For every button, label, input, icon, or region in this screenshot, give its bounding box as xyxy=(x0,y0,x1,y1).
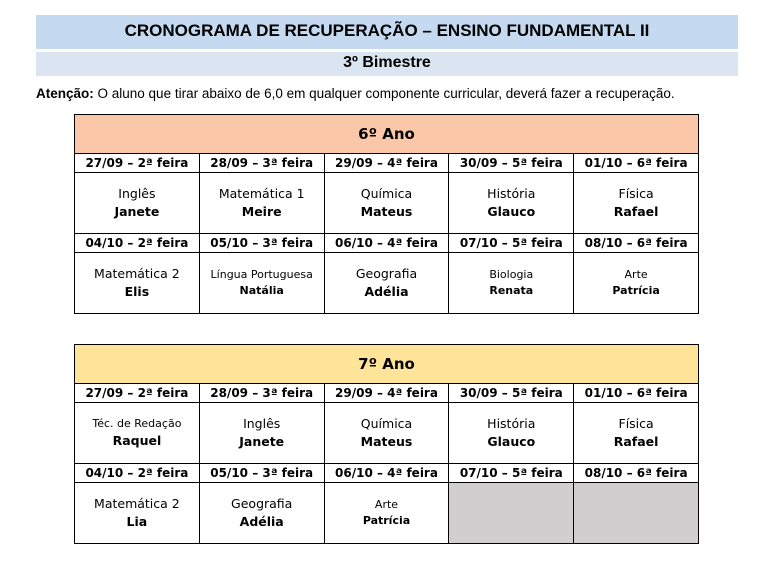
notice-text: O aluno que tirar abaixo de 6,0 em qualquer componente curricular, deverá fazer a recuperação. xyxy=(93,86,675,101)
subject: Física xyxy=(618,416,654,431)
subject: Biologia xyxy=(489,268,534,281)
date-cell: 30/09 – 5ª feira xyxy=(449,384,574,403)
date-cell: 07/10 – 5ª feira xyxy=(449,234,574,253)
subject: História xyxy=(487,416,536,431)
date-cell: 28/09 – 3ª feira xyxy=(199,384,324,403)
date-cell: 01/10 – 6ª feira xyxy=(574,154,699,173)
date-cell: 27/09 – 2ª feira xyxy=(75,154,200,173)
date-cell: 07/10 – 5ª feira xyxy=(449,464,574,483)
exam-cell xyxy=(449,173,574,234)
exam-cell xyxy=(75,173,200,234)
teacher: Lia xyxy=(126,514,148,529)
schedule-table-7 xyxy=(74,344,699,544)
page-title: CRONOGRAMA DE RECUPERAÇÃO – ENSINO FUNDAMENTAL II xyxy=(36,15,738,49)
empty-cell xyxy=(574,483,699,544)
subject: Arte xyxy=(624,268,648,281)
teacher: Janete xyxy=(239,434,285,449)
teacher: Patrícia xyxy=(612,284,660,297)
grade-6-title: 6º Ano xyxy=(75,115,699,154)
date-cell: 05/10 – 3ª feira xyxy=(199,464,324,483)
date-cell: 01/10 – 6ª feira xyxy=(574,384,699,403)
teacher: Patrícia xyxy=(362,514,411,527)
subject: Geografia xyxy=(355,266,418,281)
subject: Téc. de Redação xyxy=(92,417,182,430)
exam-cell xyxy=(75,253,200,314)
exam-cell xyxy=(449,403,574,464)
exam-cell xyxy=(199,253,324,314)
date-cell: 04/10 – 2ª feira xyxy=(75,234,200,253)
exam-cell xyxy=(324,403,449,464)
date-cell: 27/09 – 2ª feira xyxy=(75,384,200,403)
exam-cell xyxy=(75,403,200,464)
subject: Matemática 1 xyxy=(218,186,305,201)
teacher: Glauco xyxy=(487,434,536,449)
teacher: Elis xyxy=(124,284,150,299)
grade-7-title: 7º Ano xyxy=(75,345,699,384)
teacher: Rafael xyxy=(613,434,659,449)
subject: Química xyxy=(360,416,413,431)
subject: Língua Portuguesa xyxy=(210,268,313,281)
date-cell: 29/09 – 4ª feira xyxy=(324,384,449,403)
date-cell: 04/10 – 2ª feira xyxy=(75,464,200,483)
exam-cell xyxy=(324,173,449,234)
teacher: Rafael xyxy=(613,204,659,219)
teacher: Adélia xyxy=(239,514,284,529)
notice-label: Atenção: xyxy=(36,86,94,101)
subject: Geografia xyxy=(231,496,293,511)
teacher: Renata xyxy=(489,284,534,297)
teacher: Meire xyxy=(241,204,282,219)
exam-cell xyxy=(574,253,699,314)
exam-cell xyxy=(449,253,574,314)
date-cell: 06/10 – 4ª feira xyxy=(324,464,449,483)
subject: Química xyxy=(360,186,413,201)
teacher: Natália xyxy=(239,284,284,297)
teacher: Mateus xyxy=(360,204,413,219)
teacher: Raquel xyxy=(112,433,162,448)
date-cell: 08/10 – 6ª feira xyxy=(574,234,699,253)
teacher: Janete xyxy=(114,204,160,219)
schedule-table-6 xyxy=(74,114,699,314)
exam-cell xyxy=(324,483,449,544)
subject: História xyxy=(487,186,536,201)
subject: Matemática 2 xyxy=(94,266,180,281)
exam-cell xyxy=(574,173,699,234)
date-cell: 08/10 – 6ª feira xyxy=(574,464,699,483)
subject: Inglês xyxy=(118,186,156,201)
empty-cell xyxy=(449,483,574,544)
subject: Física xyxy=(618,186,654,201)
exam-cell xyxy=(324,253,449,314)
date-cell: 28/09 – 3ª feira xyxy=(199,154,324,173)
exam-cell xyxy=(199,173,324,234)
date-cell: 30/09 – 5ª feira xyxy=(449,154,574,173)
teacher: Glauco xyxy=(487,204,536,219)
exam-cell xyxy=(574,403,699,464)
notice xyxy=(36,86,756,101)
teacher: Mateus xyxy=(360,434,413,449)
subject: Inglês xyxy=(243,416,281,431)
exam-cell xyxy=(199,483,324,544)
exam-cell xyxy=(199,403,324,464)
page-subtitle: 3º Bimestre xyxy=(36,52,738,76)
date-cell: 29/09 – 4ª feira xyxy=(324,154,449,173)
teacher: Adélia xyxy=(364,284,409,299)
exam-cell xyxy=(75,483,200,544)
subject: Matemática 2 xyxy=(94,496,180,511)
date-cell: 06/10 – 4ª feira xyxy=(324,234,449,253)
subject: Arte xyxy=(374,498,399,511)
date-cell: 05/10 – 3ª feira xyxy=(199,234,324,253)
